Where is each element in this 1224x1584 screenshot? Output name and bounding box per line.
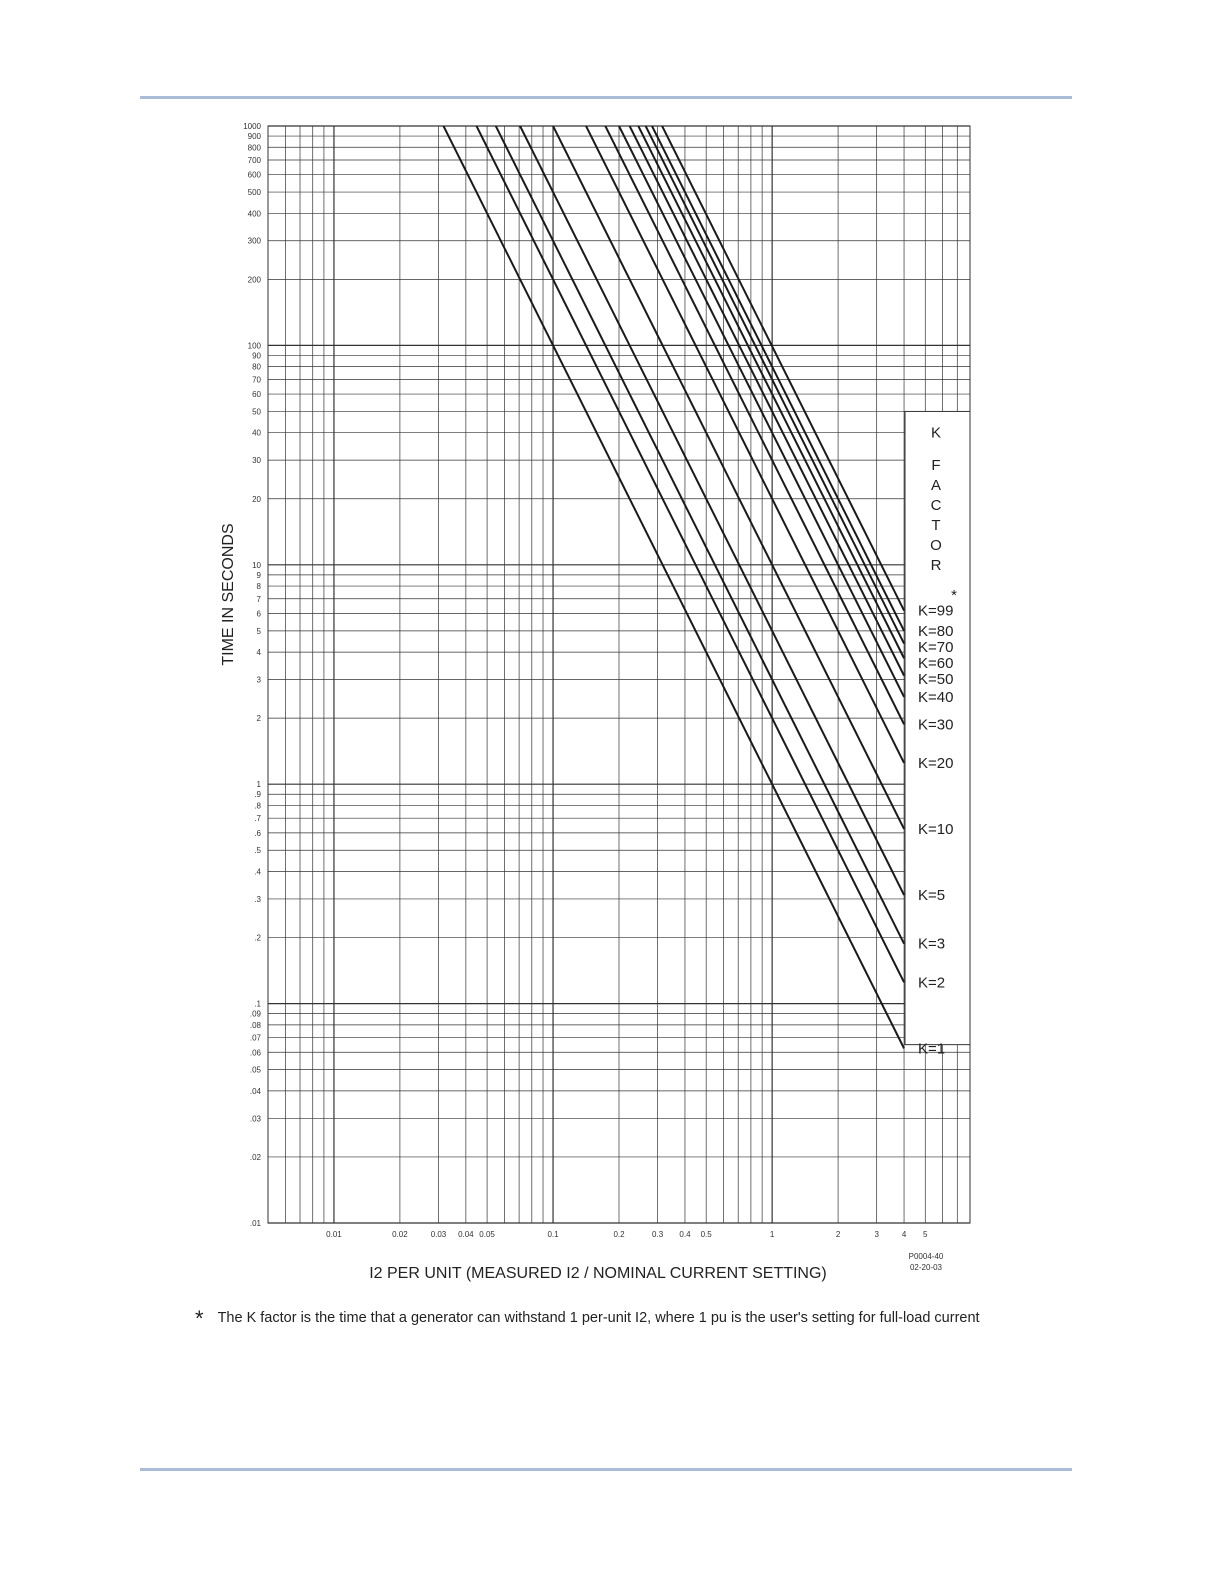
y-tick-label: 500 [247,188,261,198]
x-tick-label: 2 [835,1230,841,1239]
y-tick-label: 8 [256,582,261,592]
y-tick-label: 10 [252,560,261,570]
y-tick-label: .6 [254,828,261,838]
x-tick-label: 0.03 [430,1230,447,1239]
y-tick-label: 800 [247,143,261,153]
y-tick-label: 80 [252,362,261,372]
footnote-star: * [195,1306,204,1331]
y-tick-label: 90 [252,351,261,361]
legend-title-letter: F [931,457,941,475]
legend-label-k-50: K=50 [918,670,954,688]
footnote-text: The K factor is the time that a generator can withstand 1 per-unit I2, where 1 pu is the user's setting for full-load current [217,1310,980,1326]
y-tick-label: .9 [254,790,261,800]
curve-k-30 [605,126,904,724]
y-tick-label: .09 [249,1009,261,1019]
legend-label-k-30: K=30 [918,716,954,734]
legend-title-letter: C [930,497,942,515]
y-tick-label: 70 [252,375,261,385]
y-tick-label: .7 [254,814,261,824]
legend-title-letter: O [930,537,942,555]
curve-k-50 [630,126,904,676]
y-tick-label: 600 [247,170,261,180]
x-tick-label: 0.5 [700,1230,712,1239]
y-tick-label: .1 [254,999,261,1009]
y-tick-label: .08 [249,1020,261,1030]
legend-title-letter: A [930,477,942,495]
footer-rule [140,1468,1072,1471]
y-tick-label: 4 [256,648,261,658]
y-tick-label: 700 [247,155,261,165]
y-tick-label: .2 [254,933,261,943]
y-tick-label: .01 [249,1219,261,1228]
y-tick-label: 400 [247,209,261,219]
x-tick-label: 0.05 [479,1230,495,1239]
y-tick-label: 60 [252,390,261,400]
legend-title-letter: K [930,424,942,442]
legend-title-letter: T [931,517,941,535]
drawing-stamp-date: 02-20-03 [909,1263,943,1272]
legend-label-k-5: K=5 [918,887,946,905]
y-tick-label: 30 [252,456,261,466]
y-tick-label: 1000 [243,122,261,131]
y-tick-label: 2 [256,714,261,724]
legend-label-k-80: K=80 [918,622,954,640]
legend-label-k-70: K=70 [918,638,954,656]
x-tick-label: 1 [769,1230,775,1239]
y-tick-label: .4 [254,867,261,877]
x-tick-label: 0.2 [613,1230,625,1239]
legend-label-k-10: K=10 [918,820,954,838]
legend-title-letter: R [930,557,942,575]
curve-k-99 [662,126,904,611]
x-tick-label: 0.1 [547,1230,559,1239]
y-tick-label: .8 [254,801,261,811]
y-tick-label: 20 [252,494,261,504]
y-tick-label: .05 [249,1065,261,1075]
footnote [195,1306,980,1332]
y-tick-label: 40 [252,428,261,438]
legend-label-k-60: K=60 [918,654,954,672]
y-tick-label: 7 [256,594,261,604]
y-tick-label: 200 [247,275,261,285]
legend-label-k-1: K=1 [918,1040,946,1058]
curve-k-70 [646,126,904,644]
curve-k-20 [586,126,904,763]
x-tick-label: 0.04 [458,1230,474,1239]
curve-k-60 [638,126,904,658]
y-tick-label: .3 [254,894,261,904]
legend-star: * [951,587,957,605]
y-tick-label: .06 [249,1048,261,1058]
y-tick-label: 6 [256,609,261,619]
y-tick-label: 9 [256,570,261,580]
y-axis-title: TIME IN SECONDS [220,523,237,666]
y-tick-label: .04 [249,1086,261,1096]
x-tick-label: 0.3 [652,1230,664,1239]
x-tick-label: 5 [923,1230,928,1239]
x-tick-label: 3 [874,1230,879,1239]
y-tick-label: .03 [249,1114,261,1124]
y-tick-label: 100 [247,341,261,351]
legend-label-k-3: K=3 [918,935,946,953]
y-tick-label: .02 [249,1152,261,1162]
y-tick-label: .07 [249,1033,261,1043]
drawing-stamp-number: P0004-40 [908,1252,944,1261]
y-tick-label: 1 [256,780,261,790]
x-axis-title: I2 PER UNIT (MEASURED I2 / NOMINAL CURRENT SETTING) [369,1265,827,1282]
legend-label-k-20: K=20 [918,754,954,772]
curve-k-10 [553,126,904,829]
curve-k-5 [520,126,904,895]
y-tick-label: 5 [256,626,261,636]
x-tick-label: 0.01 [326,1230,342,1239]
curve-k-2 [476,126,904,982]
y-tick-label: 3 [256,675,261,685]
y-tick-label: 50 [252,407,261,417]
y-tick-label: 300 [247,236,261,246]
legend-label-k-40: K=40 [918,688,954,706]
x-tick-label: 4 [901,1230,907,1239]
legend-label-k-2: K=2 [918,974,946,992]
x-tick-label: 0.4 [679,1230,691,1239]
x-tick-label: 0.02 [392,1230,408,1239]
y-tick-label: 900 [247,132,261,142]
y-tick-label: .5 [254,846,261,856]
legend-label-k-99: K=99 [918,602,954,620]
